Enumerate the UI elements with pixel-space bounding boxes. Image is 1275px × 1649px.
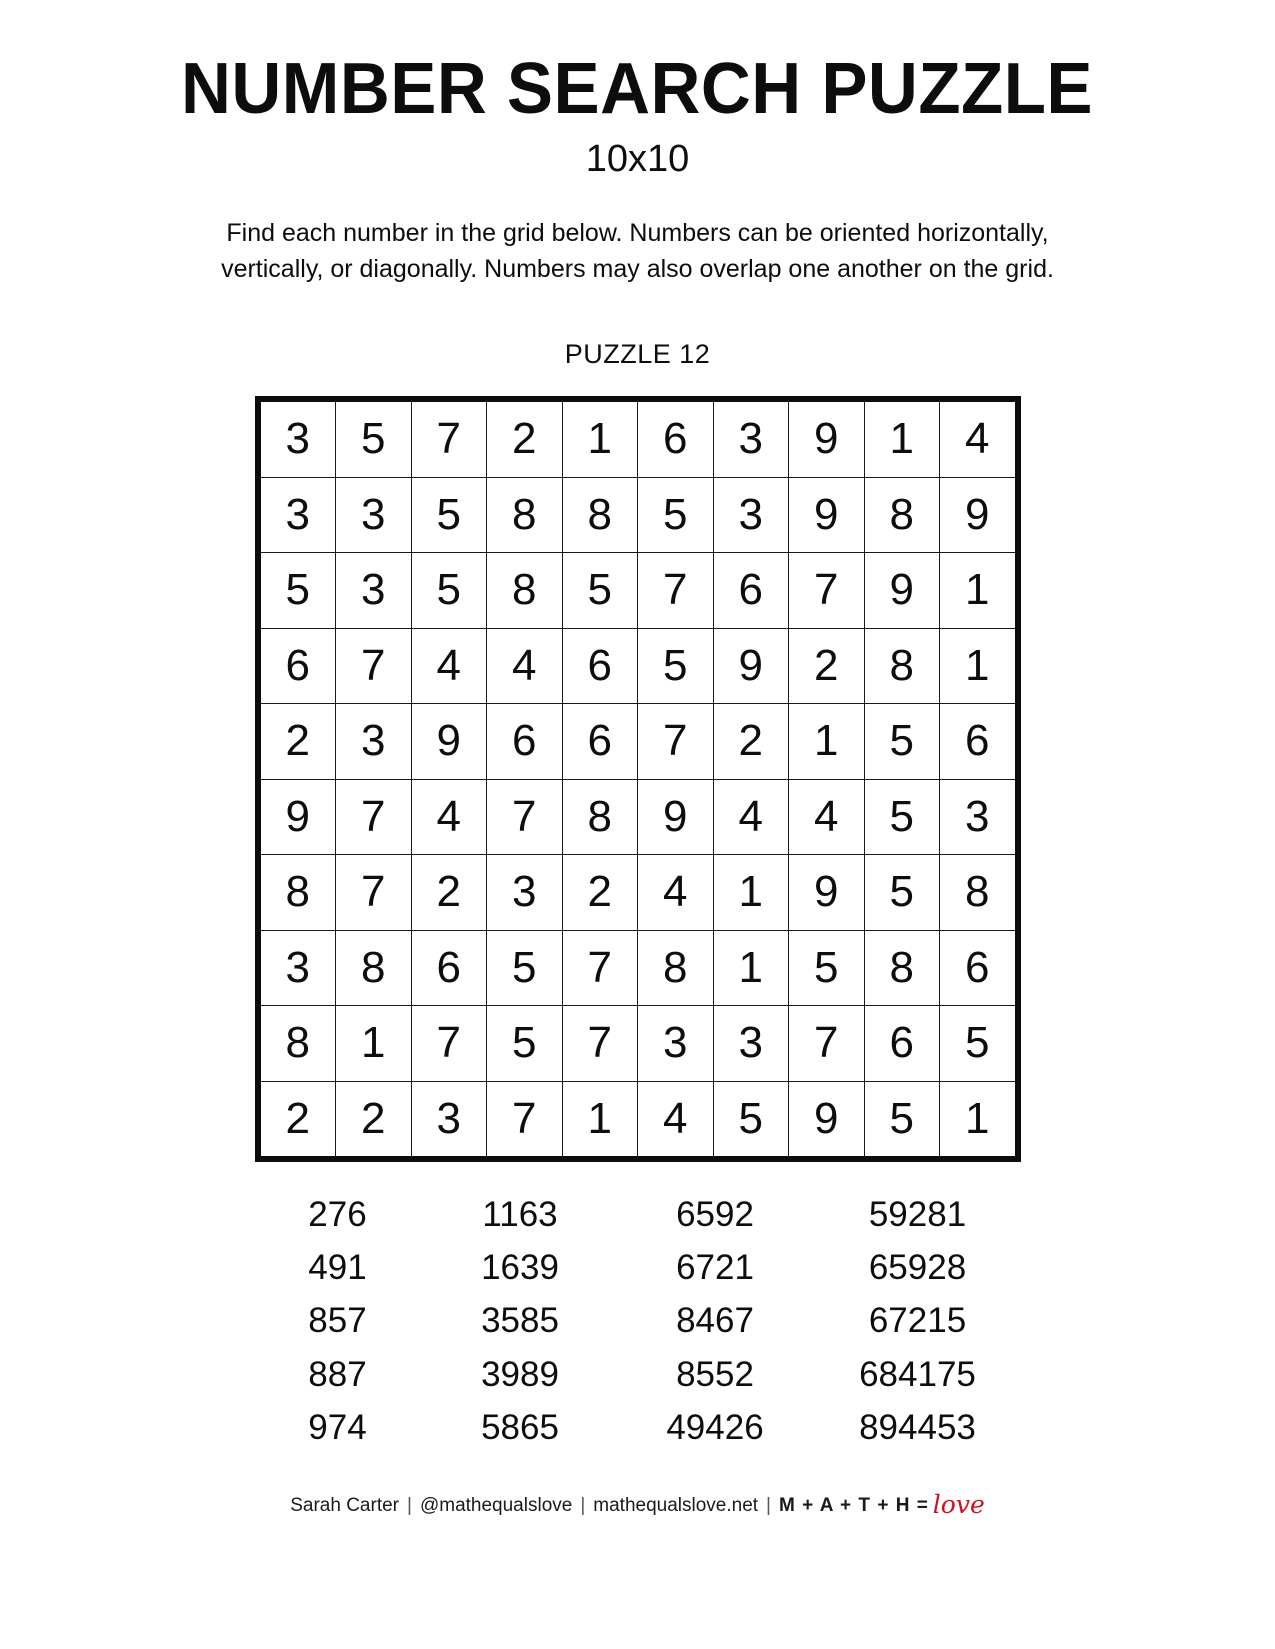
grid-cell[interactable]: 7 [487, 1081, 563, 1156]
grid-row [261, 553, 1015, 629]
grid-cell[interactable]: 8 [487, 553, 563, 629]
grid-cell[interactable]: 6 [638, 402, 714, 477]
grid-cell[interactable]: 5 [638, 628, 714, 704]
grid-cell[interactable]: 2 [487, 402, 563, 477]
grid-cell[interactable]: 8 [864, 930, 940, 1006]
grid-cell[interactable]: 4 [487, 628, 563, 704]
grid-cell[interactable]: 1 [562, 402, 638, 477]
grid-cell[interactable]: 1 [713, 855, 789, 931]
grid-cell[interactable]: 5 [562, 553, 638, 629]
grid-cell[interactable]: 1 [864, 402, 940, 477]
grid-cell[interactable]: 7 [411, 1006, 487, 1082]
grid-cell[interactable]: 3 [336, 704, 412, 780]
grid-cell[interactable]: 3 [940, 779, 1015, 855]
grid-cell[interactable]: 8 [487, 477, 563, 553]
grid-cell[interactable]: 5 [864, 1081, 940, 1156]
grid-cell[interactable]: 7 [411, 402, 487, 477]
grid-cell[interactable]: 6 [411, 930, 487, 1006]
grid-cell[interactable]: 4 [940, 402, 1015, 477]
footer-love-word: love [932, 1490, 985, 1520]
grid-cell[interactable]: 5 [487, 930, 563, 1006]
grid-cell[interactable]: 7 [562, 1006, 638, 1082]
grid-cell[interactable]: 6 [562, 628, 638, 704]
grid-cell[interactable]: 3 [638, 1006, 714, 1082]
grid-size-subtitle: 10x10 [585, 137, 690, 180]
footer-separator-1: | [407, 1495, 412, 1517]
grid-cell[interactable]: 4 [713, 779, 789, 855]
grid-cell[interactable]: 9 [789, 402, 865, 477]
grid-cell[interactable]: 6 [261, 628, 336, 704]
grid-cell[interactable]: 2 [713, 704, 789, 780]
number-list-item[interactable]: 67215 [868, 1301, 967, 1341]
grid-row [261, 1006, 1015, 1082]
grid-row [261, 402, 1015, 477]
grid-cell[interactable]: 7 [487, 779, 563, 855]
grid-cell[interactable]: 5 [864, 704, 940, 780]
footer-separator-2: | [580, 1495, 586, 1517]
grid-cell[interactable]: 5 [864, 779, 940, 855]
grid-cell[interactable]: 9 [789, 477, 865, 553]
footer-handle[interactable]: @mathequalslove [419, 1495, 573, 1517]
grid-cell[interactable]: 8 [261, 1006, 336, 1082]
grid-cell[interactable]: 5 [638, 477, 714, 553]
grid-cell[interactable]: 9 [713, 628, 789, 704]
grid-cell[interactable]: 1 [713, 930, 789, 1006]
page-title: NUMBER SEARCH PUZZLE [181, 49, 1094, 129]
grid-cell[interactable]: 1 [336, 1006, 412, 1082]
grid-cell[interactable]: 6 [864, 1006, 940, 1082]
grid-cell[interactable]: 8 [336, 930, 412, 1006]
number-list-item[interactable]: 6592 [676, 1195, 754, 1235]
number-list-item[interactable]: 1163 [482, 1195, 558, 1235]
number-list-item[interactable]: 8552 [676, 1354, 754, 1394]
footer-website[interactable]: mathequalslove.net [593, 1495, 759, 1517]
puzzle-number-label: PUZZLE 12 [564, 339, 711, 370]
grid-cell[interactable]: 9 [638, 779, 714, 855]
grid-cell[interactable]: 6 [562, 704, 638, 780]
grid-cell[interactable]: 1 [940, 1081, 1015, 1156]
grid-cell[interactable]: 4 [411, 779, 487, 855]
number-list-item[interactable]: 857 [308, 1301, 367, 1341]
grid-row [261, 704, 1015, 780]
grid-cell[interactable]: 9 [261, 779, 336, 855]
footer-author: Sarah Carter [290, 1495, 400, 1517]
grid-row [261, 930, 1015, 1006]
grid-cell[interactable]: 5 [940, 1006, 1015, 1082]
grid-cell[interactable]: 7 [638, 553, 714, 629]
number-list-item[interactable]: 59281 [868, 1195, 967, 1235]
grid-cell[interactable]: 3 [411, 1081, 487, 1156]
grid-cell[interactable]: 9 [411, 704, 487, 780]
grid-cell[interactable]: 2 [261, 704, 336, 780]
grid-cell[interactable]: 9 [940, 477, 1015, 553]
grid-cell[interactable]: 6 [940, 930, 1015, 1006]
grid-cell[interactable]: 9 [789, 1081, 865, 1156]
grid-cell[interactable]: 3 [261, 402, 336, 477]
grid-cell[interactable]: 3 [261, 930, 336, 1006]
grid-cell[interactable]: 1 [940, 628, 1015, 704]
grid-cell[interactable]: 9 [789, 855, 865, 931]
number-list-item[interactable]: 65928 [868, 1248, 967, 1288]
grid-cell[interactable]: 5 [411, 477, 487, 553]
grid-cell[interactable]: 7 [336, 779, 412, 855]
grid-cell[interactable]: 1 [940, 553, 1015, 629]
grid-row [261, 855, 1015, 931]
grid-cell[interactable]: 8 [261, 855, 336, 931]
grid-cell[interactable]: 5 [336, 402, 412, 477]
footer-separator-3: | [766, 1495, 771, 1517]
grid-cell[interactable]: 7 [789, 553, 865, 629]
grid-cell[interactable]: 8 [562, 779, 638, 855]
number-list-item[interactable]: 887 [308, 1354, 367, 1394]
grid-cell[interactable]: 8 [562, 477, 638, 553]
grid-cell[interactable]: 2 [336, 1081, 412, 1156]
grid-cell[interactable]: 8 [864, 628, 940, 704]
grid-cell[interactable]: 7 [562, 930, 638, 1006]
grid-cell[interactable]: 9 [864, 553, 940, 629]
grid-cell[interactable]: 7 [638, 704, 714, 780]
footer-math-equation: M + A + T + H = [778, 1495, 929, 1517]
grid-cell[interactable]: 6 [487, 704, 563, 780]
grid-cell[interactable]: 7 [336, 628, 412, 704]
grid-cell[interactable]: 7 [336, 855, 412, 931]
grid-cell[interactable]: 2 [411, 855, 487, 931]
grid-cell[interactable]: 7 [789, 1006, 865, 1082]
grid-cell[interactable]: 5 [411, 553, 487, 629]
grid-row [261, 477, 1015, 553]
number-list-item[interactable]: 5865 [481, 1407, 559, 1447]
grid-cell[interactable]: 5 [864, 855, 940, 931]
grid-cell[interactable]: 3 [487, 855, 563, 931]
grid-cell[interactable]: 3 [336, 553, 412, 629]
grid-cell[interactable]: 8 [638, 930, 714, 1006]
grid-cell[interactable]: 2 [562, 855, 638, 931]
grid-cell[interactable]: 5 [713, 1081, 789, 1156]
footer [290, 1488, 985, 1520]
number-list-item[interactable]: 3989 [481, 1354, 559, 1394]
grid-cell[interactable]: 4 [638, 1081, 714, 1156]
grid-cell[interactable]: 3 [261, 477, 336, 553]
grid-row [261, 1081, 1015, 1156]
grid-cell[interactable]: 5 [487, 1006, 563, 1082]
number-list [253, 1188, 1023, 1454]
number-list-item[interactable]: 276 [308, 1195, 367, 1235]
number-list-item[interactable]: 3585 [481, 1301, 559, 1341]
grid-row [261, 628, 1015, 704]
grid-cell[interactable]: 4 [638, 855, 714, 931]
number-list-item[interactable]: 974 [308, 1407, 367, 1447]
grid-cell[interactable]: 2 [789, 628, 865, 704]
grid-cell[interactable]: 4 [789, 779, 865, 855]
grid-cell[interactable]: 1 [789, 704, 865, 780]
number-list-item[interactable]: 684175 [859, 1354, 976, 1394]
grid-cell[interactable]: 5 [789, 930, 865, 1006]
grid-cell[interactable]: 8 [864, 477, 940, 553]
grid-cell[interactable]: 3 [713, 1006, 789, 1082]
grid-row [261, 779, 1015, 855]
grid-cell[interactable]: 2 [261, 1081, 336, 1156]
grid-cell[interactable]: 5 [261, 553, 336, 629]
grid-cell[interactable]: 1 [562, 1081, 638, 1156]
number-list-item[interactable]: 894453 [859, 1407, 976, 1447]
number-grid [261, 402, 1015, 1156]
number-grid-container [255, 396, 1021, 1162]
number-list-item[interactable]: 8467 [676, 1301, 754, 1341]
grid-cell[interactable]: 3 [336, 477, 412, 553]
grid-cell[interactable]: 3 [713, 402, 789, 477]
grid-cell[interactable]: 8 [940, 855, 1015, 931]
instructions-text: Find each number in the grid below. Numbers can be oriented horizontally, vertically, or diagonally. Numbers may also overlap one another on the grid. [221, 218, 1054, 283]
number-list-item[interactable]: 1639 [481, 1248, 559, 1288]
number-list-item[interactable]: 6721 [676, 1248, 754, 1288]
number-list-item[interactable]: 491 [308, 1248, 367, 1288]
grid-cell[interactable]: 4 [411, 628, 487, 704]
grid-cell[interactable]: 3 [713, 477, 789, 553]
grid-cell[interactable]: 6 [940, 704, 1015, 780]
grid-cell[interactable]: 6 [713, 553, 789, 629]
number-list-item[interactable]: 49426 [666, 1407, 764, 1447]
